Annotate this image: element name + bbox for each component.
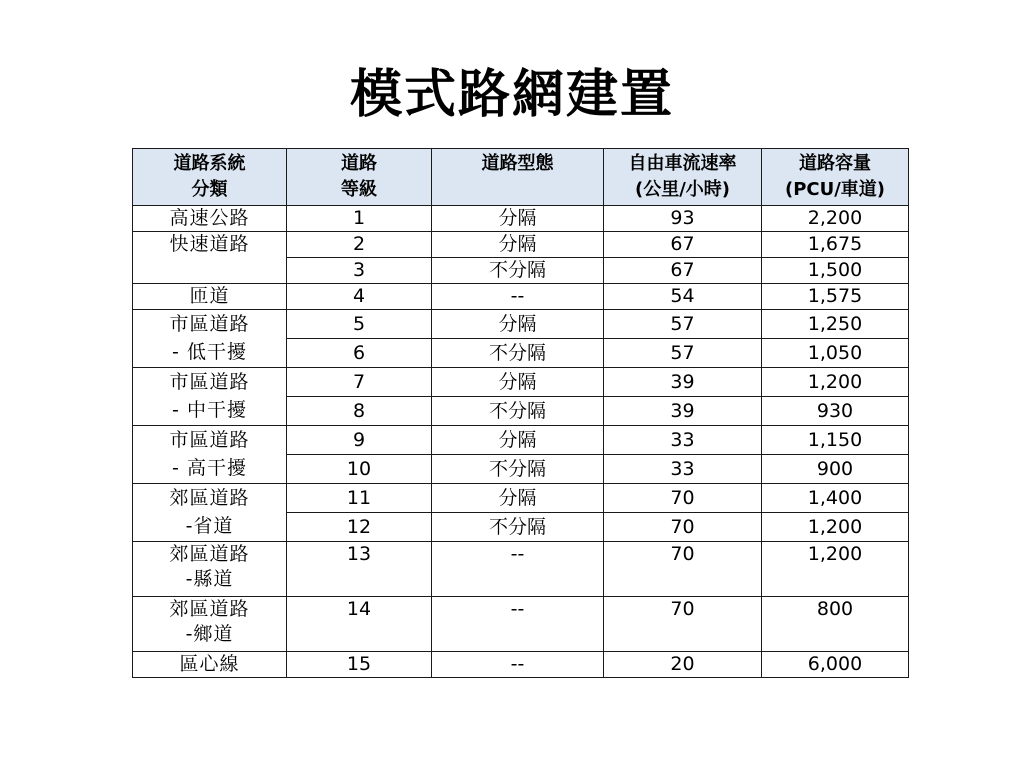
capacity-cell: 1,150	[762, 426, 909, 455]
grade-cell: 3	[287, 258, 432, 284]
category-line: - 高干擾	[172, 457, 247, 479]
capacity-cell: 1,500	[762, 258, 909, 284]
header-line: 道路	[341, 153, 377, 174]
category-cell	[133, 426, 287, 484]
table-row	[133, 232, 909, 258]
speed-cell: 70	[604, 597, 762, 652]
category-cell	[133, 542, 287, 597]
capacity-cell: 930	[762, 397, 909, 426]
grade-cell: 7	[287, 368, 432, 397]
road-type-cell: --	[432, 542, 604, 597]
grade-cell: 1	[287, 206, 432, 232]
category-line: 郊區道路	[169, 543, 250, 565]
road-type-cell: 不分隔	[432, 513, 604, 542]
capacity-cell: 1,250	[762, 310, 909, 339]
road-type-cell: --	[432, 284, 604, 310]
header-line: 道路系統	[173, 153, 246, 174]
category-line: 匝道	[189, 285, 230, 307]
capacity-cell: 1,400	[762, 484, 909, 513]
road-type-cell: 分隔	[432, 310, 604, 339]
table-header-row	[133, 149, 909, 206]
table-row	[133, 542, 909, 597]
speed-cell: 20	[604, 652, 762, 678]
road-type-cell: 分隔	[432, 426, 604, 455]
grade-cell: 15	[287, 652, 432, 678]
table-row	[133, 310, 909, 339]
grade-cell: 10	[287, 455, 432, 484]
grade-cell: 6	[287, 339, 432, 368]
grade-cell: 11	[287, 484, 432, 513]
header-line: (公里/小時)	[634, 179, 731, 200]
category-cell	[133, 310, 287, 368]
header-line: (PCU/車道)	[784, 179, 886, 200]
grade-cell: 12	[287, 513, 432, 542]
speed-cell: 93	[604, 206, 762, 232]
category-line: -省道	[185, 515, 234, 537]
table-row	[133, 652, 909, 678]
category-cell	[133, 232, 287, 284]
category-line: 市區道路	[169, 429, 250, 451]
capacity-cell: 6,000	[762, 652, 909, 678]
table-row	[133, 206, 909, 232]
road-type-cell: 不分隔	[432, 339, 604, 368]
grade-cell: 14	[287, 597, 432, 652]
speed-cell: 70	[604, 542, 762, 597]
category-cell	[133, 652, 287, 678]
header-line: 道路容量	[799, 153, 871, 174]
category-line: 區心線	[179, 653, 240, 675]
header-line: 等級	[341, 179, 377, 200]
road-type-cell: 分隔	[432, 484, 604, 513]
slide-title: 模式路網建置	[349, 65, 674, 125]
speed-cell: 57	[604, 339, 762, 368]
category-cell	[133, 368, 287, 426]
header-line: 自由車流速率	[628, 153, 737, 174]
capacity-cell: 2,200	[762, 206, 909, 232]
speed-cell: 33	[604, 455, 762, 484]
grade-cell: 2	[287, 232, 432, 258]
grade-cell: 13	[287, 542, 432, 597]
category-line: - 中干擾	[172, 399, 247, 421]
speed-cell: 67	[604, 258, 762, 284]
road-type-cell: 分隔	[432, 232, 604, 258]
category-line: 郊區道路	[169, 487, 250, 509]
capacity-cell: 1,575	[762, 284, 909, 310]
road-type-cell: 分隔	[432, 206, 604, 232]
category-line: 市區道路	[169, 313, 250, 335]
table-row	[133, 368, 909, 397]
road-type-cell: 不分隔	[432, 455, 604, 484]
table-row	[133, 484, 909, 513]
header-road-capacity	[762, 149, 909, 206]
capacity-cell: 800	[762, 597, 909, 652]
category-line: -縣道	[185, 568, 234, 590]
category-cell	[133, 597, 287, 652]
speed-cell: 39	[604, 368, 762, 397]
grade-cell: 8	[287, 397, 432, 426]
category-line: -鄉道	[185, 623, 234, 645]
header-road-system-category	[133, 149, 287, 206]
header-road-grade	[287, 149, 432, 206]
road-network-table	[132, 148, 909, 678]
capacity-cell: 1,050	[762, 339, 909, 368]
road-type-cell: 不分隔	[432, 258, 604, 284]
capacity-cell: 1,200	[762, 542, 909, 597]
grade-cell: 4	[287, 284, 432, 310]
road-type-cell: --	[432, 597, 604, 652]
road-type-cell: --	[432, 652, 604, 678]
road-type-cell: 分隔	[432, 368, 604, 397]
capacity-cell: 1,200	[762, 368, 909, 397]
speed-cell: 67	[604, 232, 762, 258]
category-line: 快速道路	[169, 233, 250, 255]
category-cell	[133, 206, 287, 232]
grade-cell: 5	[287, 310, 432, 339]
capacity-cell: 900	[762, 455, 909, 484]
category-cell	[133, 284, 287, 310]
header-road-type	[432, 149, 604, 206]
category-line: 市區道路	[169, 371, 250, 393]
speed-cell: 70	[604, 484, 762, 513]
grade-cell: 9	[287, 426, 432, 455]
table-row	[133, 426, 909, 455]
category-line: 高速公路	[169, 207, 250, 229]
table-body	[133, 206, 909, 678]
speed-cell: 70	[604, 513, 762, 542]
header-free-flow-speed	[604, 149, 762, 206]
speed-cell: 54	[604, 284, 762, 310]
capacity-cell: 1,675	[762, 232, 909, 258]
speed-cell: 33	[604, 426, 762, 455]
table-row	[133, 597, 909, 652]
header-line: 分類	[191, 179, 228, 200]
header-line: 道路型態	[481, 153, 554, 174]
capacity-cell: 1,200	[762, 513, 909, 542]
table-row	[133, 284, 909, 310]
category-cell	[133, 484, 287, 542]
road-type-cell: 不分隔	[432, 397, 604, 426]
category-line: 郊區道路	[169, 598, 250, 620]
category-line: - 低干擾	[172, 341, 247, 363]
speed-cell: 39	[604, 397, 762, 426]
speed-cell: 57	[604, 310, 762, 339]
